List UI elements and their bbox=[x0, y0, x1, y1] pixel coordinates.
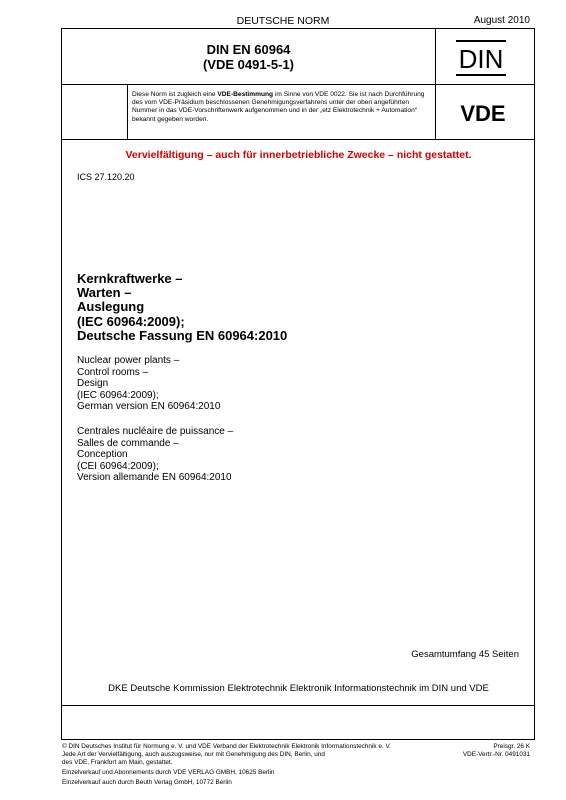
header-title: DEUTSCHE NORM bbox=[236, 15, 330, 27]
divider bbox=[61, 84, 535, 85]
din-logo bbox=[456, 40, 506, 76]
header-date: August 2010 bbox=[473, 15, 530, 26]
price-info: Preisgr. 26 K VDE-Vertr.-Nr. 0491031 bbox=[462, 743, 530, 759]
vde-logo bbox=[448, 102, 518, 124]
din-logo-text: DIN bbox=[458, 44, 504, 74]
sales-info-beuth: Einzelverkauf auch durch Beuth Verlag GmbH, 10772 Berlin bbox=[62, 779, 232, 786]
divider bbox=[435, 28, 436, 139]
divider bbox=[61, 705, 535, 706]
document-number: DIN EN 60964 (VDE 0491-5-1) bbox=[202, 42, 295, 72]
divider bbox=[61, 139, 535, 140]
english-title: Nuclear power plants – Control rooms – Design (IEC 60964:2009); German version EN 60964:2010 bbox=[77, 355, 221, 413]
sales-info-vde: Einzelverkauf und Abonnements durch VDE VERLAG GMBH, 10625 Berlin bbox=[62, 769, 275, 776]
copy-warning: Vervielfältigung – auch für innerbetriebliche Zwecke – nicht gestattet. bbox=[125, 149, 472, 161]
german-title: Kernkraftwerke – Warten – Auslegung (IEC 60964:2009); Deutsche Fassung EN 60964:2010 bbox=[77, 271, 288, 343]
copyright-notice: © DIN Deutsches Institut für Normung e. V. und VDE Verband der Elektrotechnik Elektronik Informationstechnik e. V. Jede Art der Vervielfältigung, auch auszugsweise, nur mit Genehmigung des DIN, Berlin, und des VDE, Frankfurt am Main, gestattet. bbox=[62, 743, 391, 767]
vde-note: Diese Norm ist zugleich eine VDE-Bestimmung im Sinne von VDE 0022. Sie ist nach Durchführung des vom VDE-Präsidium beschlossenen Genehmigungsverfahrens unter der oben angeführten Nummer in das VDE-Vorschriftenwerk aufgenommen und in der „etz Elektrotechnik + Automation“ bekannt gegeben worden. bbox=[132, 91, 425, 123]
vde-logo-text: VDE bbox=[460, 102, 506, 124]
ics-code: ICS 27.120.20 bbox=[77, 172, 135, 182]
french-title: Centrales nucléaire de puissance – Salles de commande – Conception (CEI 60964:2009); Version allemande EN 60964:2010 bbox=[77, 426, 234, 484]
divider bbox=[127, 84, 128, 139]
total-pages: Gesamtumfang 45 Seiten bbox=[411, 649, 519, 660]
dke-statement: DKE Deutsche Kommission Elektrotechnik Elektronik Informationstechnik im DIN und VDE bbox=[108, 683, 489, 694]
